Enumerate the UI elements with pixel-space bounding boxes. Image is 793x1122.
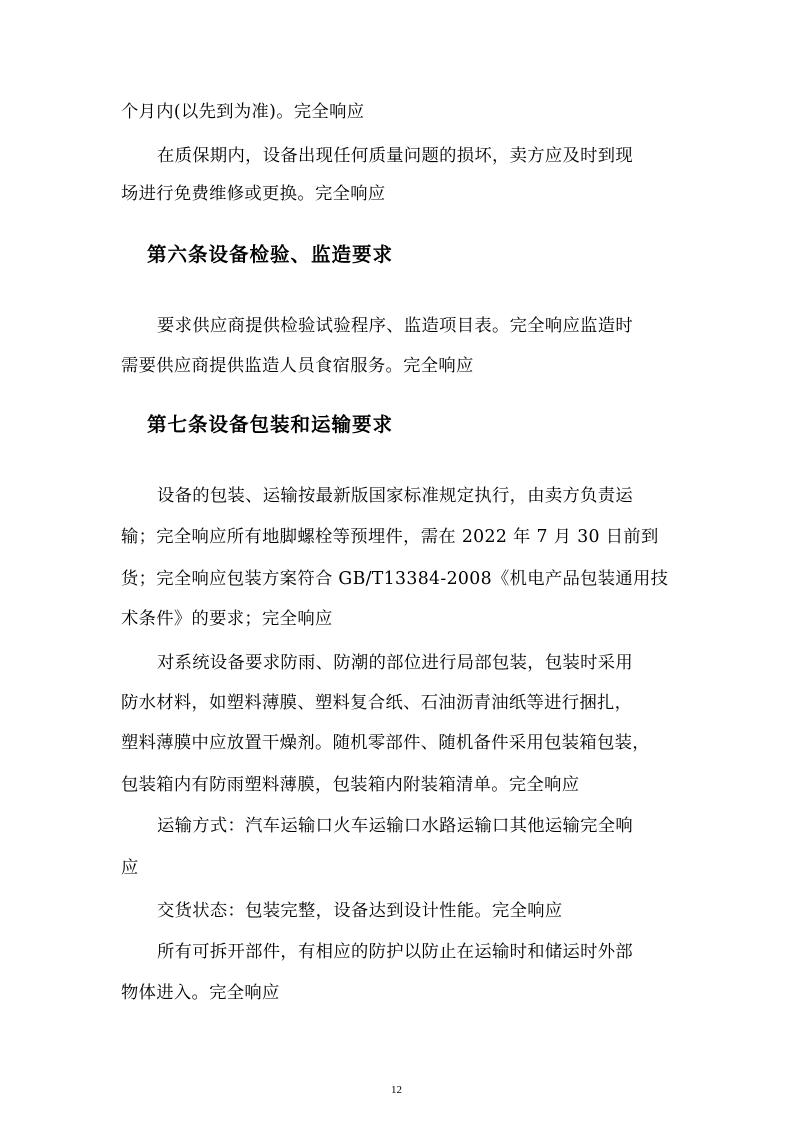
body-line: 交货状态：包装完整，设备达到设计性能。完全响应	[157, 901, 563, 921]
body-line: 场进行免费维修或更换。完全响应	[121, 184, 386, 204]
body-line: 物体进入。完全响应	[121, 983, 280, 1003]
body-line: 在质保期内，设备出现任何质量问题的损坏，卖方应及时到现	[157, 146, 634, 166]
body-line: 塑料薄膜中应放置干燥剂。随机零部件、随机备件采用包装箱包装，	[121, 733, 650, 753]
page-number: 12	[391, 1084, 402, 1096]
body-line: 要求供应商提供检验试验程序、监造项目表。完全响应监造时	[157, 316, 634, 336]
body-line: 运输方式：汽车运输口火车运输口水路运输口其他运输完全响	[157, 816, 634, 836]
body-line: 包装箱内有防雨塑料薄膜，包装箱内附装箱清单。完全响应	[121, 775, 580, 795]
body-line: 个月内(以先到为准)。完全响应	[121, 102, 365, 122]
body-line: 应	[121, 858, 139, 878]
body-line: 货；完全响应包装方案符合 GB/T13384-2008《机电产品包装通用技	[121, 569, 669, 589]
body-line: 输；完全响应所有地脚螺栓等预埋件，需在 2022 年 7 月 30 日前到	[121, 527, 659, 547]
body-line: 对系统设备要求防雨、防潮的部位进行局部包装，包装时采用	[157, 653, 634, 673]
body-line: 防水材料，如塑料薄膜、塑料复合纸、石油沥青油纸等进行捆扎，	[121, 693, 633, 713]
body-line: 所有可拆开部件，有相应的防护以防止在运输时和储运时外部	[157, 942, 634, 962]
section-heading-6: 第六条设备检验、监造要求	[147, 243, 394, 266]
body-line: 设备的包装、运输按最新版国家标准规定执行，由卖方负责运	[157, 486, 634, 506]
body-line: 术条件》的要求；完全响应	[121, 609, 333, 629]
section-heading-7: 第七条设备包装和运输要求	[147, 413, 394, 436]
body-line: 需要供应商提供监造人员食宿服务。完全响应	[121, 356, 474, 376]
